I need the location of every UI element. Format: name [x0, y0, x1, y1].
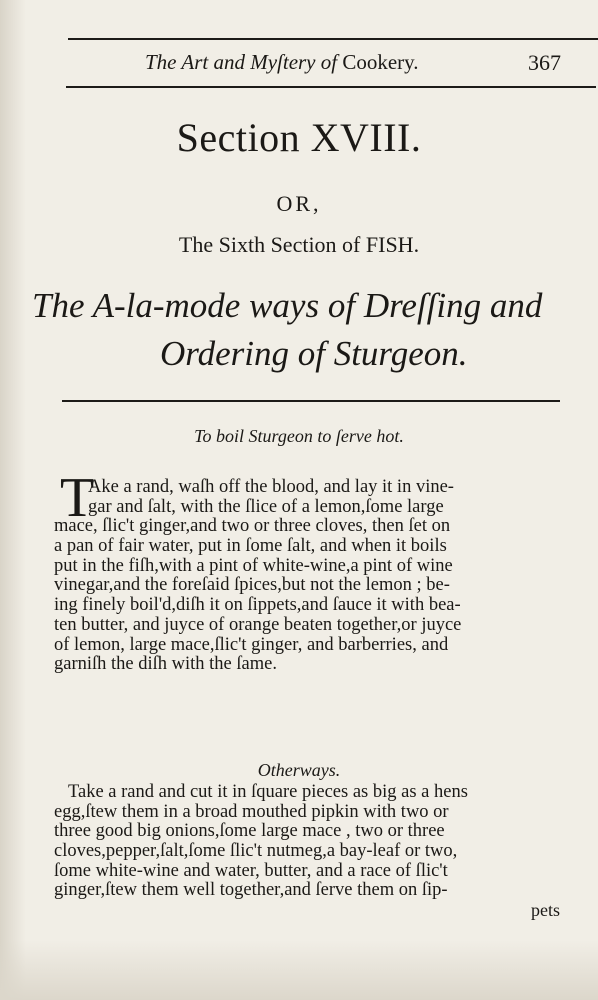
recipe-2-text [54, 783, 570, 901]
text-line: Take a rand and cut it in ſquare pieces as big as a hens [68, 783, 468, 802]
page-number: 367 [528, 50, 561, 75]
text-line: put in the fiſh,with a pint of white-wine,a pint of wine [54, 556, 453, 576]
text-line: garniſh the diſh with the ſame. [54, 655, 277, 675]
section-or: OR, [276, 191, 322, 216]
page-bottom-shadow [0, 940, 598, 1000]
text-line: vinegar,and the foreſaid ſpices,but not the lemon ; be- [54, 576, 450, 596]
text-line: ten butter, and juyce of orange beaten together,or juyce [54, 615, 462, 635]
text-line: ſome white-wine and water, butter, and a race of ſlic't [54, 861, 448, 881]
section-title: Section XVIII. [176, 115, 422, 160]
drop-cap: T [60, 467, 95, 529]
recipe-title-otherways: Otherways. [257, 760, 341, 780]
text-line: three good big onions,ſome large mace , two or three [54, 822, 445, 842]
text-line: a pan of fair water, put in ſome ſalt, and when it boils [54, 537, 447, 557]
catchword: pets [531, 900, 560, 920]
text-line: egg,ſtew them in a broad mouthed pipkin with two or [54, 802, 449, 822]
running-header [145, 50, 419, 75]
chapter-heading-line-2: Ordering of Sturgeon. [160, 334, 468, 373]
top-rule [68, 38, 598, 40]
text-line: gar and ſalt, with the ſlice of a lemon,ſome large [88, 497, 444, 517]
recipe-title-boil-sturgeon: To boil Sturgeon to ſerve hot. [194, 426, 404, 446]
chapter-heading-line-1: The A-la-mode ways of Dreſſing and [32, 286, 543, 325]
running-header-cookery: Cookery. [342, 50, 419, 74]
text-line: Ake a rand, waſh off the blood, and lay it in vine- [88, 478, 454, 497]
recipe-1-text [54, 478, 570, 675]
text-line: of lemon, large mace,ſlic't ginger, and barberries, and [54, 635, 449, 655]
text-line: cloves,pepper,ſalt,ſome ſlic't nutmeg,a bay-leaf or two, [54, 842, 458, 862]
running-header-title: The Art and Myſtery of [145, 50, 343, 74]
text-line: mace, ſlic't ginger,and two or three cloves, then ſet on [54, 517, 451, 537]
heading-rule [62, 400, 560, 402]
text-line: ing finely boil'd,diſh it on ſippets,and ſauce it with bea- [54, 596, 461, 616]
text-line: ginger,ſtew them well together,and ſerve them on ſip- [54, 881, 448, 901]
section-subtitle: The Sixth Section of FISH. [178, 232, 420, 257]
header-rule [66, 86, 596, 88]
